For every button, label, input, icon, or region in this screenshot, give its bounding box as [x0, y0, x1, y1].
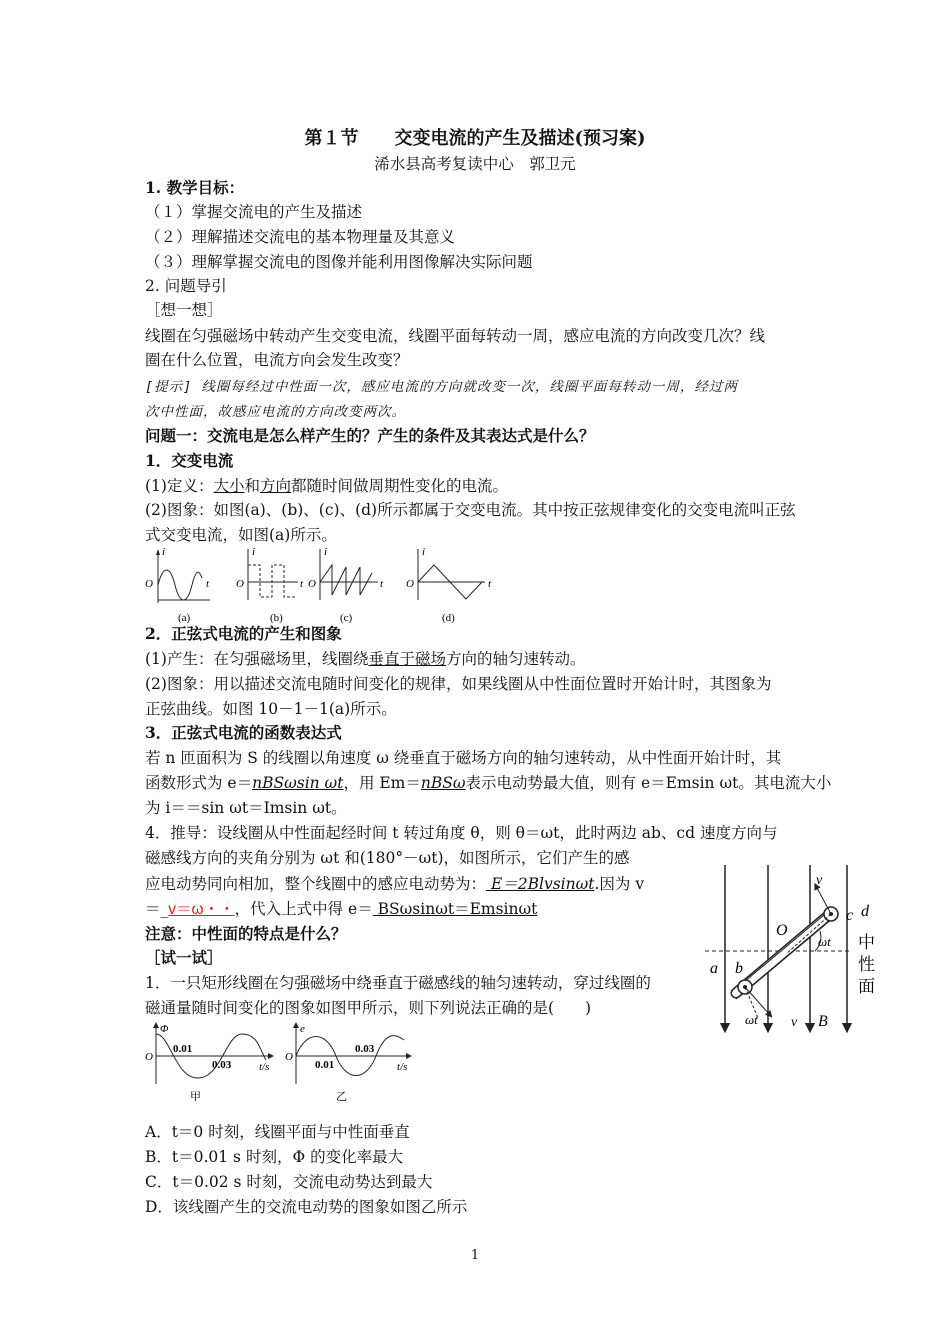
option-a: A．t＝0 时刻，线圈平面与中性面垂直: [145, 1123, 410, 1141]
axis-i-label: i: [324, 546, 328, 558]
f2-emf-expr: nBSωsin ωt: [252, 774, 344, 792]
graph-desc: (2)图象：用以描述交流电随时间变化的规律，如果线圈从中性面位置时开始计时，其图象为: [145, 675, 772, 693]
coil-in-field-figure: [700, 860, 885, 1035]
f2-pre: 函数形式为 e＝: [145, 774, 253, 792]
goal-item: （３）理解掌握交流电的图像并能利用图像解决实际问题: [145, 253, 533, 271]
d3-post: .因为 v: [594, 875, 645, 893]
hint-text: [提示] 线圈每经过中性面一次，感应电流的方向就改变一次，线圈平面每转动一周，经过两: [145, 379, 738, 395]
think-tag: ［想一想］: [145, 301, 223, 319]
image-desc: (2)图象：如图(a)、(b)、(c)、(d)所示都属于交变电流。其中按正弦规律变化的交变电流叫正弦: [145, 501, 796, 519]
definition-line: [145, 476, 508, 496]
d4-red-answer: v＝ω・・: [168, 901, 235, 918]
waveform-figures: [140, 545, 500, 625]
axis-t-label: t: [300, 578, 304, 590]
d4-mid: ，代入上式中得 e＝: [234, 900, 373, 918]
tick-label: 0.01: [315, 1059, 335, 1071]
f2-post: 表示电动势最大值，则有 e＝Emsin ωt。其电流大小: [465, 774, 832, 792]
axis-t-label: t/s: [397, 1061, 408, 1073]
tick-label: 0.01: [173, 1043, 193, 1055]
axis-t-label: t: [380, 578, 384, 590]
title-text: 交变电流的产生及描述(预习案): [394, 128, 646, 149]
formula-line-1: 若 n 匝面积为 S 的线圈以角速度 ω 绕垂直于磁场方向的轴匀速转动，从中性面开始计时，其: [145, 749, 782, 767]
neutral-plane-char: 面: [858, 977, 875, 996]
d3-emf: E＝2Blvsinωt: [486, 875, 595, 893]
tick-label: 0.03: [212, 1059, 232, 1071]
velocity-label: v: [816, 873, 823, 888]
trial-tag: ［试一试］: [145, 948, 223, 967]
trial-graphs: [140, 1020, 430, 1110]
axis-i-label: i: [162, 546, 166, 558]
option-c: C．t＝0.02 s 时刻，交流电动势达到最大: [145, 1173, 433, 1191]
formula-line-2: [145, 773, 831, 793]
def-word-1: 大小: [213, 477, 245, 495]
panel-label: (a): [178, 612, 191, 624]
d4-pre: ＝_: [145, 900, 169, 918]
guide-heading: 2. 问题导引: [145, 277, 227, 295]
hint-text: 次中性面，故感应电流的方向改变两次。: [145, 404, 406, 420]
goal-item: （１）掌握交流电的产生及描述: [145, 203, 363, 221]
tick-label: 0.03: [355, 1043, 375, 1055]
section-1-heading: 1．交变电流: [145, 451, 234, 470]
origin-label: O: [236, 578, 244, 590]
origin-label: O: [145, 1051, 153, 1063]
derivation-line-2: 磁感线方向的夹角分别为 ωt 和(180°－ωt)，如图所示，它们产生的感: [145, 849, 630, 867]
graph-yi-label: 乙: [336, 1091, 347, 1103]
author-line: 浠水县高考复读中心 郭卫元: [374, 155, 576, 173]
derivation-line-4: [145, 899, 537, 920]
gen-underlined: 垂直于磁场: [368, 650, 446, 668]
point-b-label: b: [735, 960, 743, 977]
neutral-plane-char: 中: [858, 933, 875, 952]
graph-yi: [285, 1022, 412, 1103]
axis-phi-label: Φ: [160, 1023, 169, 1035]
trial-question: 磁通量随时间变化的图象如图甲所示，则下列说法正确的是( ): [145, 999, 592, 1017]
think-question: 圈在什么位置，电流方向会发生改变？: [145, 351, 409, 369]
def-word-2: 方向: [260, 477, 292, 495]
goals-heading: 1. 教学目标：: [145, 178, 245, 197]
section-3-heading: 3．正弦式电流的函数表达式: [145, 723, 342, 742]
graph-c: [308, 546, 384, 624]
title-number: 第１节: [304, 128, 359, 149]
origin-label: O: [406, 578, 414, 590]
question-one-heading: 问题一：交流电是怎么样产生的？产生的条件及其表达式是什么？: [145, 426, 595, 445]
origin-label: O: [285, 1051, 293, 1063]
derivation-line-3: [145, 874, 644, 894]
note-heading: 注意：中性面的特点是什么？: [145, 924, 347, 943]
angle-label-lower: ωt: [745, 1012, 758, 1027]
goal-item: （２）理解描述交流电的基本物理量及其意义: [145, 228, 456, 246]
panel-label: (b): [270, 612, 283, 624]
section-2-heading: 2．正弦式电流的产生和图象: [145, 624, 342, 643]
formula-line-3: 为 i＝＝sin ωt＝Imsin ωt。: [145, 799, 347, 817]
origin-label: O: [145, 578, 153, 590]
page-title: [0, 124, 950, 150]
think-question: 线圈在匀强磁场中转动产生交变电流，线圈平面每转动一周，感应电流的方向改变几次？线: [145, 327, 766, 345]
graph-b: [236, 546, 304, 624]
axis-i-label: i: [422, 546, 426, 558]
graph-jia: [145, 1022, 274, 1103]
d4-result: BSωsinωt＝Emsinωt: [372, 900, 538, 918]
f2-mid: ，用 Em＝: [343, 774, 421, 792]
axis-o-label: O: [776, 922, 788, 939]
axis-t-label: t: [488, 578, 492, 590]
origin-label: O: [308, 578, 316, 590]
axis-e-label: e: [300, 1023, 305, 1035]
point-a-label: a: [710, 960, 718, 977]
def-mid: 和: [244, 477, 260, 495]
gen-post: 方向的轴匀速转动。: [445, 650, 586, 668]
def-post: 都随时间做周期性变化的电流。: [291, 477, 509, 495]
option-b: B．t＝0.01 s 时刻，Φ 的变化率最大: [145, 1148, 404, 1166]
page-number: 1: [470, 1248, 480, 1263]
velocity-label-lower: v: [791, 1015, 798, 1030]
axis-t-label: t: [206, 578, 210, 590]
axis-t-label: t/s: [259, 1061, 270, 1073]
point-c-label: c: [846, 907, 854, 924]
angle-label: ωt: [818, 934, 831, 949]
graph-jia-label: 甲: [190, 1091, 201, 1103]
panel-label: (c): [340, 612, 353, 624]
panel-label: (d): [442, 612, 455, 624]
graph-a: [145, 546, 210, 624]
field-b-label: B: [818, 1013, 828, 1030]
d3-pre: 应电动势同向相加，整个线圈中的感应电动势为：: [145, 875, 487, 893]
point-d-label: d: [861, 903, 869, 920]
image-desc: 式交变电流，如图(a)所示。: [145, 526, 337, 544]
generation-line: [145, 649, 586, 669]
derivation-line-1: 4．推导：设线圈从中性面起经时间 t 转过角度 θ，则 θ＝ωt，此时两边 ab、cd 速度方向与: [145, 824, 778, 842]
neutral-plane-char: 性: [858, 955, 875, 974]
graph-desc: 正弦曲线。如图 10－1－1(a)所示。: [145, 700, 397, 718]
option-d: D．该线圈产生的交流电动势的图象如图乙所示: [145, 1198, 468, 1216]
trial-question: 1．一只矩形线圈在匀强磁场中绕垂直于磁感线的轴匀速转动，穿过线圈的: [145, 974, 651, 992]
def-pre: (1)定义：: [145, 477, 214, 495]
gen-pre: (1)产生：在匀强磁场里，线圈绕: [145, 650, 369, 668]
f2-max-expr: nBSω: [420, 774, 466, 792]
axis-i-label: i: [252, 546, 256, 558]
graph-d: [406, 546, 492, 624]
